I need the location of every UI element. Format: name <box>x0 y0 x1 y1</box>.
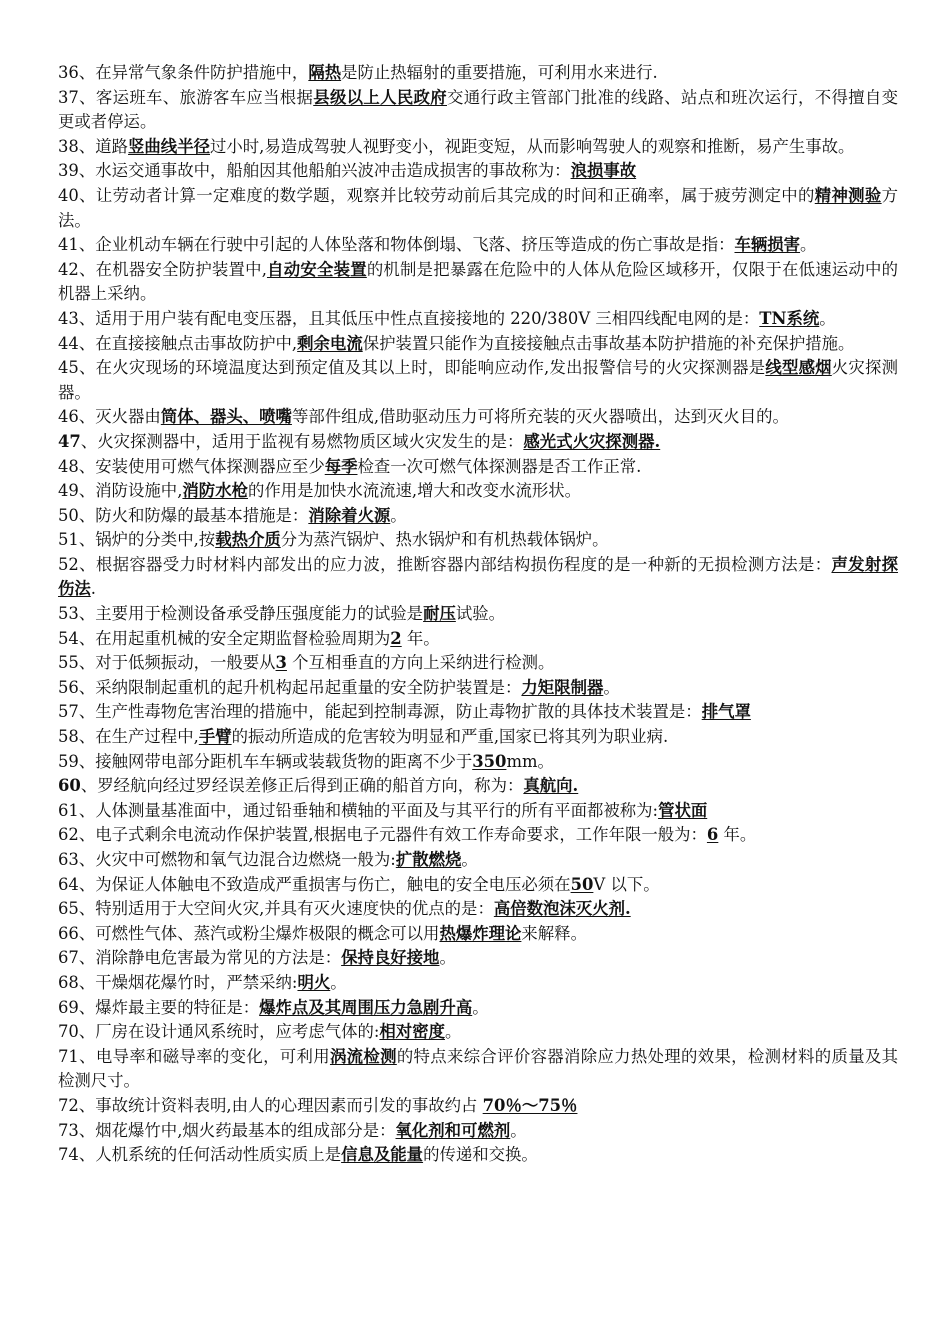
question-item <box>58 1020 898 1045</box>
question-item <box>58 1045 898 1094</box>
question-number: 70 <box>58 1022 79 1042</box>
answer-text: 县级以上人民政府 <box>313 87 447 107</box>
question-number: 65 <box>58 899 79 919</box>
question-number: 55 <box>58 653 79 673</box>
question-number: 38 <box>58 136 79 156</box>
question-item <box>58 946 898 971</box>
answer-text: 扩散燃烧 <box>395 850 462 869</box>
question-item <box>58 479 898 504</box>
question-number: 42 <box>58 259 79 279</box>
answer-text: 50 <box>570 874 594 894</box>
question-item <box>58 725 898 750</box>
answer-text: 车辆损害 <box>734 235 801 255</box>
answer-text: 消防水枪 <box>182 481 248 501</box>
question-item <box>58 332 898 357</box>
question-number: 61 <box>58 800 79 820</box>
question-item <box>58 86 898 135</box>
question-text: 、电导率和磁导率的变化，可利用 <box>78 1046 330 1066</box>
question-item <box>58 504 898 529</box>
question-number: 43 <box>58 308 79 328</box>
answer-text: 明火 <box>297 972 331 992</box>
answer-text: 剩余电流 <box>297 333 363 353</box>
question-item <box>58 553 898 602</box>
question-item <box>58 455 898 480</box>
question-text: 、水运交通事故中，船舶因其他船舶兴波冲击造成损害的事故称为： <box>78 161 571 181</box>
question-number: 67 <box>58 948 79 968</box>
answer-text: 70％～75％ <box>482 1095 578 1115</box>
question-number: 44 <box>58 333 79 353</box>
answer-text: 6 <box>706 825 719 845</box>
question-text-tail: 的振动所造成的危害较为明显和严重,国家已将其列为职业病. <box>231 727 669 747</box>
question-text: 、在直接接触点击事故防护中, <box>78 333 298 353</box>
answer-text: 载热介质 <box>215 530 281 550</box>
question-text-tail: 方法。 <box>58 185 899 230</box>
question-text: 、生产性毒物危害治理的措施中，能起到控制毒源，防止毒物扩散的具体技术装置是： <box>78 702 702 722</box>
question-text-tail: 。 <box>800 235 817 255</box>
question-item <box>58 823 898 848</box>
answer-text: 氧化剂和可燃剂 <box>395 1120 511 1140</box>
question-text: 、锅炉的分类中,按 <box>78 530 216 550</box>
question-number: 50 <box>58 505 79 525</box>
question-number: 62 <box>58 825 79 845</box>
question-number: 68 <box>58 972 79 992</box>
question-number: 47 <box>58 431 81 451</box>
question-number: 60 <box>58 776 81 796</box>
question-number: 46 <box>58 407 79 427</box>
question-text-tail: V 以下。 <box>593 874 660 894</box>
question-text-tail: 分为蒸汽锅炉、热水锅炉和有机热载体锅炉。 <box>280 530 609 550</box>
question-text-tail: 。 <box>390 505 407 525</box>
question-number: 69 <box>58 997 79 1017</box>
answer-text: 声发射探伤法 <box>58 554 899 599</box>
question-text: 、烟花爆竹中,烟火药最基本的组成部分是： <box>78 1120 396 1140</box>
question-text-tail: 试验。 <box>455 604 506 624</box>
question-text-tail: 。 <box>510 1120 527 1140</box>
answer-text: 筒体、器头、喷嘴 <box>160 407 292 427</box>
question-text-tail: 的作用是加快水流流速,增大和改变水流形状。 <box>247 481 582 501</box>
answer-text: 力矩限制器 <box>521 677 604 697</box>
question-text-tail: 年。 <box>401 628 440 648</box>
question-text: 、防火和防爆的最基本措施是： <box>78 505 309 525</box>
question-item <box>58 774 898 799</box>
question-text-tail: 过小时,易造成驾驶人视野变小，视距变短，从而影响驾驶人的观察和推断，易产生事故。 <box>209 136 855 156</box>
question-item <box>58 848 898 873</box>
question-text: 、人机系统的任何活动性质实质上是 <box>78 1145 342 1165</box>
question-text-tail: 个互相垂直的方向上采纳进行检测。 <box>286 653 555 673</box>
question-text: 、适用于用户装有配电变压器，且其低压中性点直接接地的 220/380V 三相四线配电网的是： <box>78 308 760 328</box>
answer-text: 信息及能量 <box>341 1145 424 1165</box>
question-text: 、客运班车、旅游客车应当根据 <box>78 87 314 107</box>
answer-text: 3 <box>275 653 287 673</box>
question-text-tail: 火灾探测器。 <box>58 358 899 402</box>
question-text: 、采纳限制起重机的起升机构起吊起重量的安全防护装置是： <box>78 677 522 697</box>
question-text-tail: 。 <box>472 997 489 1017</box>
question-text: 、电子式剩余电流动作保护装置,根据电子元器件有效工作寿命要求，工作年限一般为： <box>78 825 707 845</box>
question-text: 、主要用于检测设备承受静压强度能力的试验是 <box>78 604 424 624</box>
answer-text: 手臂 <box>198 727 232 747</box>
answer-text: 精神测验 <box>814 185 882 205</box>
question-item <box>58 922 898 947</box>
question-number: 41 <box>58 235 79 255</box>
question-item <box>58 873 898 898</box>
answer-text: 热爆炸理论 <box>439 923 522 943</box>
answer-text: 高倍数泡沫灭火剂. <box>493 899 631 919</box>
question-number: 37 <box>58 87 79 107</box>
question-number: 40 <box>58 185 79 205</box>
question-item <box>58 1094 898 1119</box>
question-item <box>58 996 898 1021</box>
answer-text: 每季 <box>324 456 358 476</box>
question-number: 63 <box>58 850 79 869</box>
question-number: 54 <box>58 628 79 648</box>
question-text-tail: 的传递和交换。 <box>423 1145 538 1165</box>
question-number: 66 <box>58 923 79 943</box>
question-number: 51 <box>58 530 79 550</box>
question-item <box>58 651 898 676</box>
question-item <box>58 799 898 824</box>
question-text: 、根据容器受力时材料内部发出的应力波，推断容器内部结构损伤程度的是一种新的无损检测方法是： <box>78 554 832 574</box>
question-number: 58 <box>58 727 79 747</box>
question-number: 57 <box>58 702 79 722</box>
question-text-tail: 交通行政主管部门批准的线路、站点和班次运行，不得擅自变更或者停运。 <box>58 87 899 132</box>
question-number: 36 <box>58 63 79 82</box>
question-item <box>58 602 898 627</box>
question-text: 、在生产过程中, <box>78 727 199 747</box>
question-item <box>58 135 898 160</box>
question-text-tail: mm。 <box>506 751 554 771</box>
question-number: 45 <box>58 358 79 378</box>
question-text: 、企业机动车辆在行驶中引起的人体坠落和物体倒塌、飞落、挤压等造成的伤亡事故是指： <box>78 235 735 255</box>
question-text: 、为保证人体触电不致造成严重损害与伤亡，触电的安全电压必须在 <box>78 874 571 894</box>
question-item <box>58 430 898 455</box>
question-number: 59 <box>58 751 79 771</box>
answer-text: 真航向. <box>523 776 579 796</box>
question-list <box>58 61 898 1168</box>
question-number: 48 <box>58 456 79 476</box>
question-text: 、对于低频振动，一般要从 <box>78 653 276 673</box>
question-number: 74 <box>58 1145 79 1165</box>
question-number: 71 <box>58 1046 79 1066</box>
answer-text: 保持良好接地 <box>341 948 440 968</box>
question-item <box>58 233 898 258</box>
question-text-tail: 是防止热辐射的重要措施，可利用水来进行. <box>341 63 658 82</box>
question-text: 、在机器安全防护装置中, <box>78 259 267 279</box>
question-text: 、事故统计资料表明,由人的心理因素而引发的事故约占 <box>78 1095 483 1115</box>
answer-text: 消除着火源 <box>308 505 391 525</box>
answer-text: 管状面 <box>658 800 708 820</box>
question-item <box>58 61 898 86</box>
question-text-tail: 等部件组成,借助驱动压力可将所充装的灭火器喷出，达到灭火目的。 <box>291 407 789 427</box>
question-text: 、道路 <box>78 136 129 156</box>
answer-text: 排气罩 <box>701 702 751 722</box>
question-text: 、接触网带电部分距机车车辆或装载货物的距离不少于 <box>78 751 473 771</box>
question-text: 、人体测量基准面中，通过铅垂轴和横轴的平面及与其平行的所有平面都被称为: <box>78 800 659 820</box>
question-item <box>58 356 898 405</box>
question-text-tail: 的机制是把暴露在危险中的人体从危险区域移开，仅限于在低速运动中的机器上采纳。 <box>58 259 899 304</box>
question-item <box>58 528 898 553</box>
question-text-tail: 检查一次可燃气体探测器是否工作正常. <box>357 456 642 476</box>
question-text-tail: 保护装置只能作为直接接触点击事故基本防护措施的补充保护措施。 <box>362 333 855 353</box>
question-number: 72 <box>58 1095 79 1115</box>
question-text-tail: 。 <box>444 1022 462 1042</box>
answer-text: 相对密度 <box>379 1022 445 1042</box>
question-item <box>58 258 898 307</box>
question-item <box>58 307 898 332</box>
question-text-tail: 。 <box>819 308 836 328</box>
question-text: 、特别适用于大空间火灾,并具有灭火速度快的优点的是： <box>78 899 494 919</box>
question-text: 、可燃性气体、蒸汽或粉尘爆炸极限的概念可以用 <box>78 923 440 943</box>
question-text-tail: 。 <box>330 972 347 992</box>
question-text: 、罗经航向经过罗经误差修正后得到正确的船首方向，称为： <box>80 776 524 796</box>
question-text-tail: 年。 <box>718 825 757 845</box>
question-number: 56 <box>58 677 79 697</box>
question-item <box>58 700 898 725</box>
question-item <box>58 1119 898 1144</box>
question-item <box>58 676 898 701</box>
question-text: 、消除静电危害最为常见的方法是： <box>78 948 342 968</box>
answer-text: 感光式火灾探测器. <box>523 431 661 451</box>
answer-text: 350 <box>472 751 507 771</box>
question-item <box>58 971 898 996</box>
question-number: 73 <box>58 1120 79 1140</box>
question-item <box>58 627 898 652</box>
question-text: 、让劳动者计算一定难度的数学题，观察并比较劳动前后其完成的时间和正确率，属于疲劳测定中的 <box>78 185 815 205</box>
question-text: 、消防设施中, <box>78 481 183 501</box>
question-text: 、灭火器由 <box>78 407 161 427</box>
question-text-tail: 来解释。 <box>521 923 587 943</box>
question-text: 、爆炸最主要的特征是： <box>78 997 260 1017</box>
question-text: 、在异常气象条件防护措施中， <box>78 63 309 82</box>
question-number: 64 <box>58 874 79 894</box>
question-text: 、在用起重机械的安全定期监督检验周期为 <box>78 628 391 648</box>
question-text-tail: 。 <box>461 850 478 869</box>
question-number: 53 <box>58 604 79 624</box>
answer-text: 隔热 <box>308 63 342 82</box>
question-item <box>58 184 898 233</box>
answer-text: 竖曲线半径 <box>128 136 210 156</box>
question-text: 、火灾探测器中，适用于监视有易燃物质区域火灾发生的是： <box>80 431 524 451</box>
question-text-tail: 的特点来综合评价容器消除应力热处理的效果，检测材料的质量及其检测尺寸。 <box>58 1046 899 1091</box>
answer-text: 涡流检测 <box>329 1046 397 1066</box>
question-text: 、干燥烟花爆竹时，严禁采纳: <box>78 972 298 992</box>
answer-text: 浪损事故 <box>570 161 637 181</box>
question-number: 49 <box>58 481 79 501</box>
question-text: 、火灾中可燃物和氧气边混合边燃烧一般为: <box>78 850 396 869</box>
question-text-tail: 。 <box>439 948 456 968</box>
question-item <box>58 897 898 922</box>
answer-text: 线型感烟 <box>765 358 832 378</box>
question-text-tail: . <box>90 579 96 599</box>
answer-text: 爆炸点及其周围压力急剧升高 <box>259 997 473 1017</box>
answer-text: 耐压 <box>423 604 456 624</box>
question-item <box>58 1143 898 1168</box>
answer-text: 2 <box>390 628 402 648</box>
question-text: 、在火灾现场的环境温度达到预定值及其以上时，即能响应动作,发出报警信号的火灾探测器是 <box>78 358 766 378</box>
question-item <box>58 159 898 184</box>
question-text: 、安装使用可燃气体探测器应至少 <box>78 456 325 476</box>
question-item <box>58 750 898 775</box>
answer-text: TN系统 <box>759 308 820 328</box>
question-number: 39 <box>58 161 79 181</box>
question-text: 、厂房在设计通风系统时，应考虑气体的: <box>78 1022 380 1042</box>
question-item <box>58 405 898 430</box>
answer-text: 自动安全装置 <box>266 259 367 279</box>
question-text-tail: 。 <box>603 677 620 697</box>
question-number: 52 <box>58 554 79 574</box>
